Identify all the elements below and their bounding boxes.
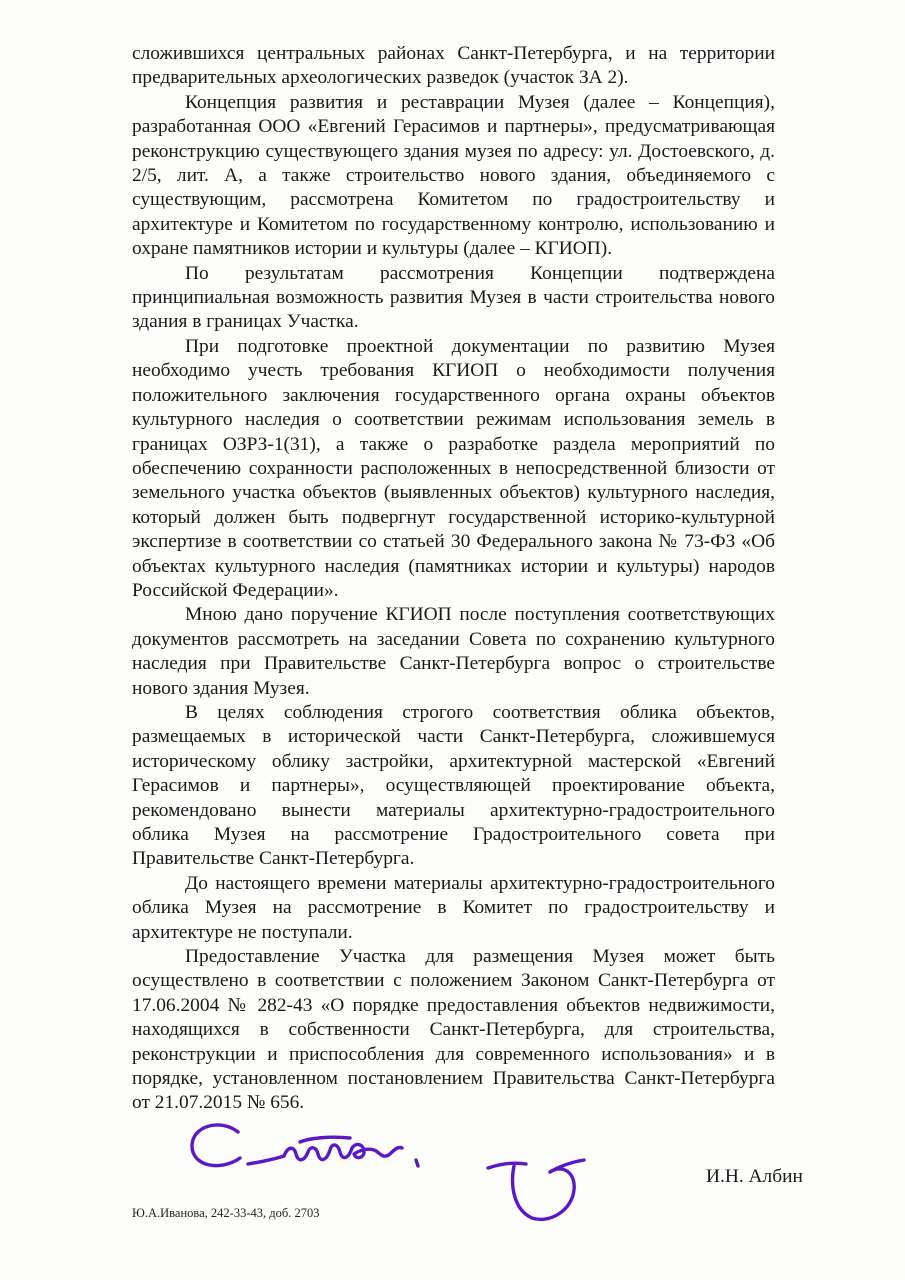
signature — [480, 1150, 600, 1230]
paragraph-4: При подготовке проектной документации по развитию Музея необходимо учесть требования КГИОП о необходимости получения положительного заключения государственного органа охраны объектов культурного наследия о соответствии режимам использования земель в границах ОЗРЗ-1(31), а также о разработке раздела мероприятий по обеспечению сохранности расположенных в непосредственной близости от земельного участка объектов (выявленных объектов) культурного наследия, который должен быть подвергнут государственной историко-культурной экспертизе в соответствии со статьей 30 Федерального закона № 73-ФЗ «Об объектах культурного наследия (памятниках истории и культуры) народов Российской Федерации». — [132, 335, 775, 601]
paragraph-2: Концепция развития и реставрации Музея (далее – Концепция), разработанная ООО «Евгений Герасимов и партнеры», предусматривающая реконструкцию существующего здания музея по адресу: ул. Достоевского, д. 2/5, лит. А, а также строительство нового здания, объединяемого с существующим, рассмотрена Комитетом по градостроительству и архитектуре и Комитетом по государственному контролю, использованию и охране памятников истории и культуры (далее – КГИОП). — [132, 91, 775, 260]
letter-body — [132, 42, 775, 1116]
paragraph-3: По результатам рассмотрения Концепции подтверждена принципиальная возможность развития Музея в части строительства нового здания в границах Участка. — [132, 262, 775, 333]
paragraph-1: сложившихся центральных районах Санкт-Петербурга, и на территории предварительных археологических разведок (участок ЗА 2). — [132, 43, 775, 89]
contact-info: Ю.А.Иванова, 242-33-43, доб. 2703 — [132, 1206, 320, 1220]
paragraph-8: Предоставление Участка для размещения Музея может быть осуществлено в соответствии с положением Законом Санкт-Петербурга от 17.06.2004 № 282-43 «О порядке предоставления объектов недвижимости, находящихся в собственности Санкт-Петербурга, для строительства, реконструкции и приспособления для современного использования» и в порядке, установленном постановлением Правительства Санкт-Петербурга от 21.07.2015 № 656. — [132, 946, 775, 1114]
paragraph-5: Мною дано поручение КГИОП после поступления соответствующих документов рассмотреть на заседании Совета по сохранению культурного наследия при Правительстве Санкт-Петербурга вопрос о строительстве нового здания Музея. — [132, 604, 775, 699]
signatory-name: И.Н. Албин — [706, 1166, 803, 1187]
handwritten-regards — [180, 1110, 460, 1190]
paragraph-6: В целях соблюдения строгого соответствия облика объектов, размещаемых в исторической части Санкт-Петербурга, сложившемуся историческому облику застройки, архитектурной мастерской «Евгений Герасимов и партнеры», осуществляющей проектирование объекта, рекомендовано вынести материалы архитектурно-градостроительного облика Музея на рассмотрение Градостроительного совета при Правительстве Санкт-Петербурга. — [132, 701, 775, 870]
paragraph-7: До настоящего времени материалы архитектурно-градостроительного облика Музея на рассмотрение в Комитет по градостроительству и архитектуре не поступали. — [132, 872, 775, 943]
